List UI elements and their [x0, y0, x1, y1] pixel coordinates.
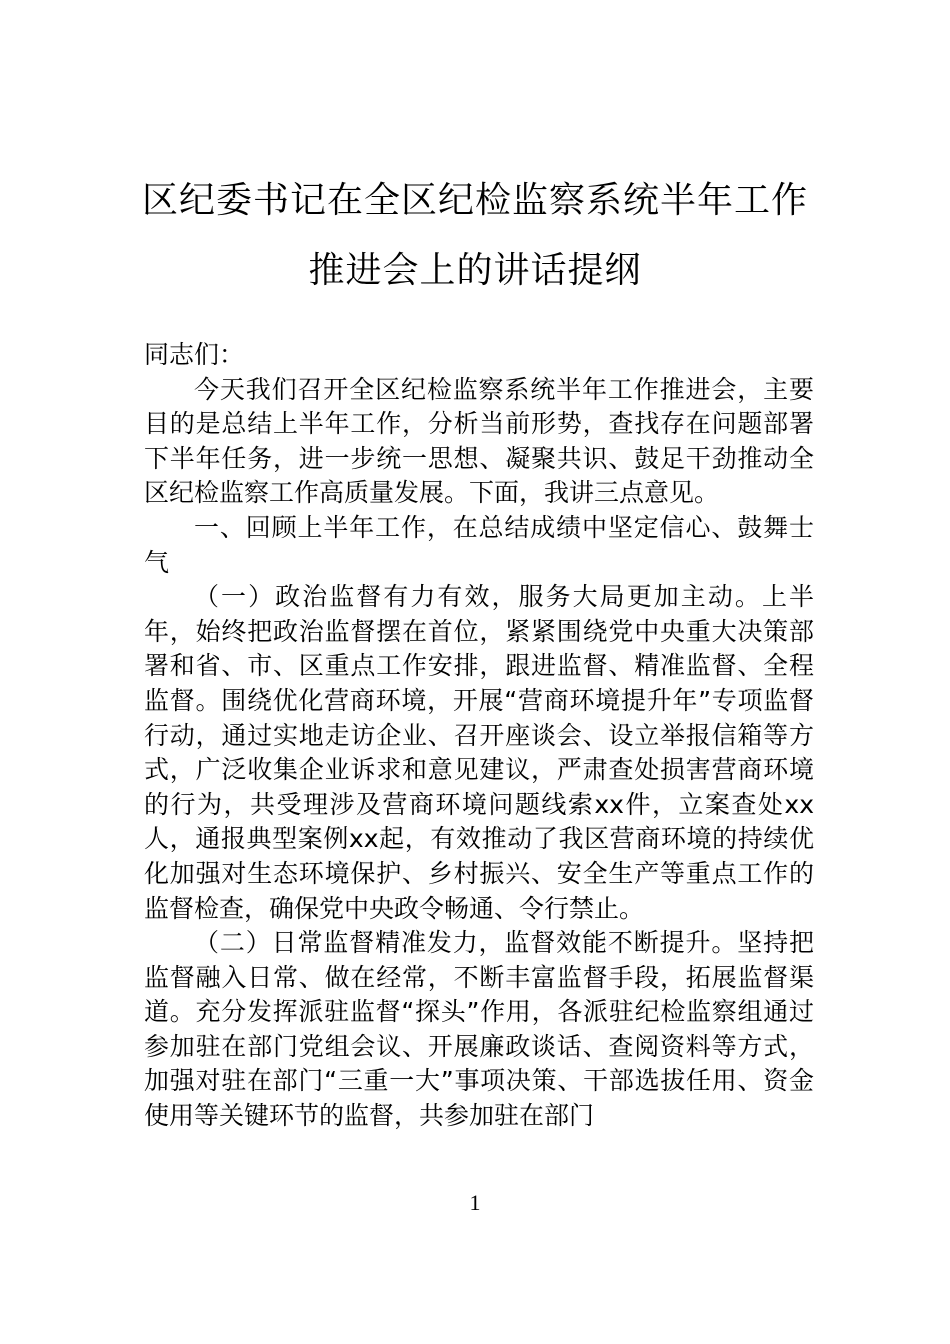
section-heading-1: 一、回顾上半年工作，在总结成绩中坚定信心、鼓舞士气 — [144, 512, 814, 577]
subsection-paragraph-1: （一）政治监督有力有效，服务大局更加主动。上半年，始终把政治监督摆在首位，紧紧围绕党中央重大决策部署和省、市、区重点工作安排，跟进监督、精准监督、全程监督。围绕优化营商环境，开展“营商环境提升年”专项监督行动，通过实地走访企业、召开座谈会、设立举报信箱等方式，广泛收集企业诉求和意见建议，严肃查处损害营商环境的行为，共受理涉及营商环境问题线索xx件，立案查处xx人，通报典型案例xx起，有效推动了我区营商环境的持续优化加强对生态环境保护、乡村振兴、安全生产等重点工作的监督检查，确保党中央政令畅通、令行禁止。 — [144, 582, 814, 923]
subsection-paragraph-2: （二）日常监督精准发力，监督效能不断提升。坚持把监督融入日常、做在经常，不断丰富监督手段，拓展监督渠道。充分发挥派驻监督“探头”作用，各派驻纪检监察组通过参加驻在部门党组会议、开展廉政谈话、查阅资料等方式，加强对驻在部门“三重一大”事项决策、干部选拔任用、资金使用等关键环节的监督，共参加驻在部门 — [144, 928, 814, 1131]
page-number: 1 — [469, 1190, 481, 1215]
document-body — [144, 338, 814, 1134]
document-title-line-1: 区纪委书记在全区纪检监察系统半年工作 — [141, 180, 808, 221]
document-title-line-2: 推进会上的讲话提纲 — [308, 250, 642, 291]
intro-paragraph: 今天我们召开全区纪检监察系统半年工作推进会，主要目的是总结上半年工作，分析当前形势，查找存在问题部署下半年任务，进一步统一思想、凝聚共识、鼓足干劲推动全区纪检监察工作高质量发展。下面，我讲三点意见。 — [144, 374, 814, 508]
salutation: 同志们： — [144, 340, 245, 369]
